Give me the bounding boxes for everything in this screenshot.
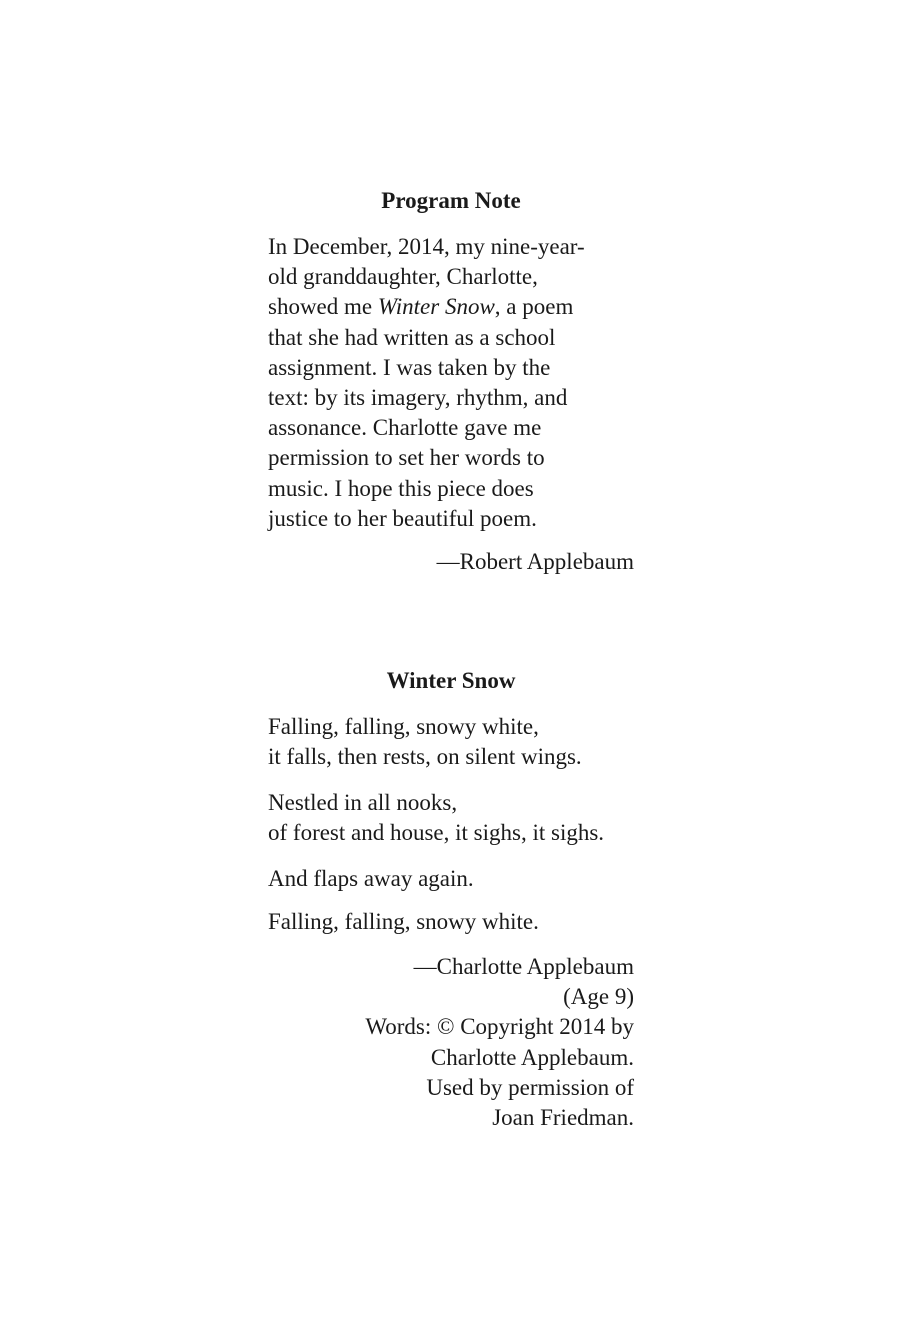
program-note-line: In December, 2014, my nine-year- [268,234,585,259]
permission-line: Joan Friedman. [492,1105,634,1131]
poem-author: —Charlotte Applebaum [413,954,634,979]
copyright-line: Words: © Copyright 2014 by [365,1014,634,1040]
poem-line: of forest and house, it sighs, it sighs. [268,820,605,846]
poem-line: Falling, falling, snowy white. [268,909,539,934]
program-note-text: , a poem [494,294,574,320]
poem-credits [268,952,634,1133]
poem-stanza [268,907,634,937]
permission-line: Used by permission of [426,1074,634,1100]
program-note-text: showed me [268,294,378,320]
copyright-line: Charlotte Applebaum. [430,1044,634,1070]
poem-line: Falling, falling, snowy white, [268,714,539,739]
program-note-line [268,292,634,322]
program-note-line: permission to set her words to [268,445,545,471]
poem-line: And flaps away again. [268,866,474,891]
program-note-title: Program Note [381,188,521,213]
poem-author-age: (Age 9) [563,984,634,1010]
program-note-line: assignment. I was taken by the [268,354,551,380]
program-note-line: music. I hope this piece does [268,475,534,501]
program-note-line: that she had written as a school [268,324,556,350]
program-note-line: assonance. Charlotte gave me [268,415,542,441]
poem-stanza [268,788,634,848]
program-note-body [268,232,634,534]
program-note-line: justice to her beautiful poem. [268,505,537,531]
program-note-line: old granddaughter, Charlotte, [268,264,538,290]
poem-line: Nestled in all nooks, [268,790,458,815]
program-note-signature: —Robert Applebaum [436,549,634,574]
program-note-line: text: by its imagery, rhythm, and [268,385,568,411]
poem-stanza [268,864,634,894]
poem-stanza [268,712,634,772]
poem-title: Winter Snow [386,668,516,693]
poem-title-reference: Winter Snow [377,294,495,320]
poem-line: it falls, then rests, on silent wings. [268,744,582,770]
